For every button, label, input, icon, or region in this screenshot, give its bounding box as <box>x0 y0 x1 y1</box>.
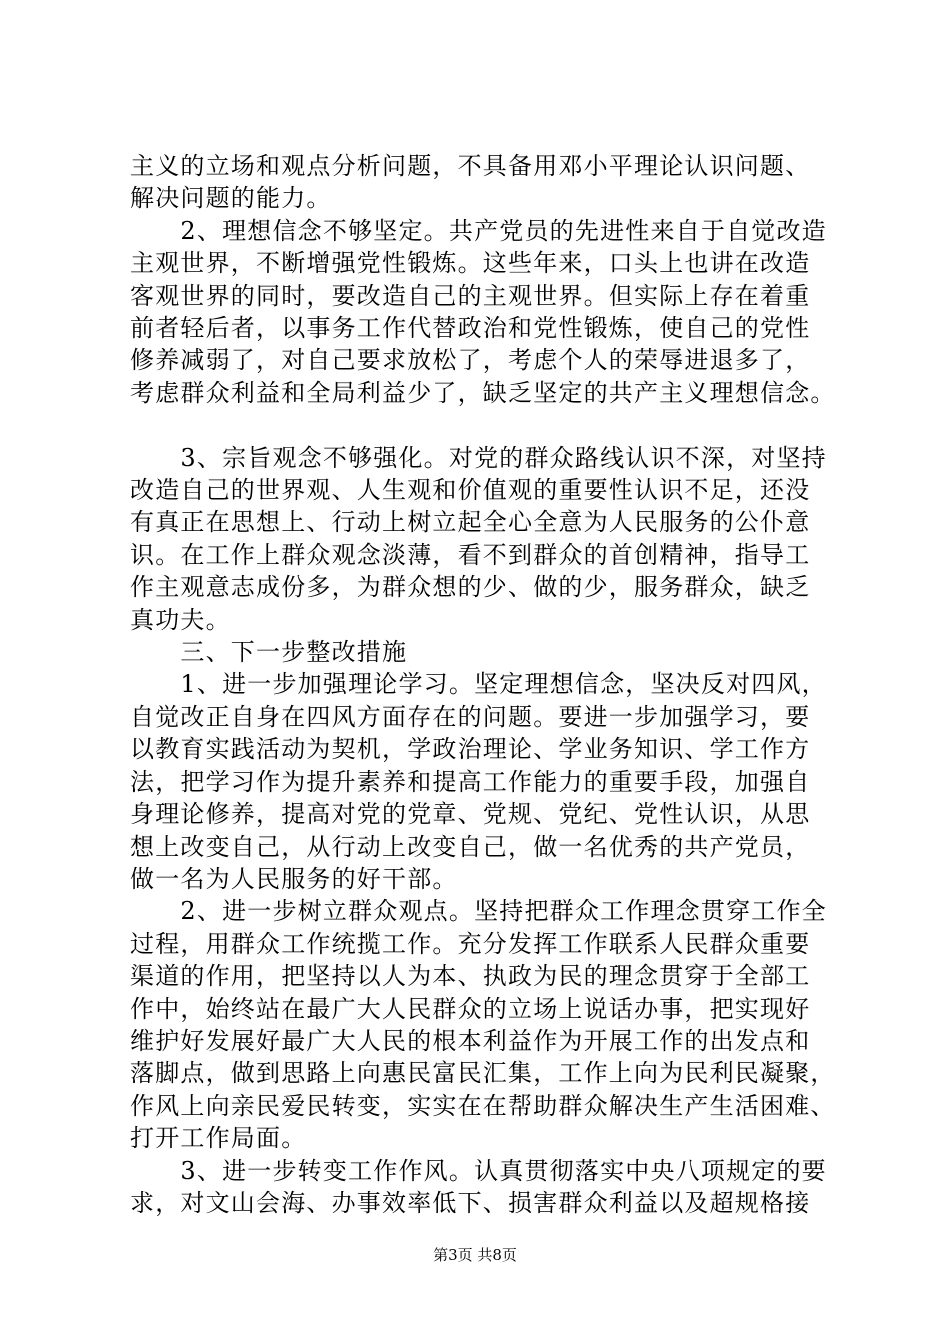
blank-line <box>130 409 830 441</box>
page-footer: 第3页 共8页 <box>433 1246 517 1264</box>
text-line: 做一名为人民服务的好干部。 <box>130 864 458 893</box>
text-line: 作风上向亲民爱民转变，实实在在帮助群众解决生产生活困难、 <box>130 1091 836 1120</box>
text-line: 过程，用群众工作统揽工作。充分发挥工作联系人民群众重要 <box>130 929 811 958</box>
text-line: 想上改变自己，从行动上改变自己，做一名优秀的共产党员， <box>130 832 811 861</box>
text-line: 识。在工作上群众观念淡薄，看不到群众的首创精神，指导工 <box>130 540 811 569</box>
text-line: 考虑群众利益和全局利益少了，缺乏坚定的共产主义理想信念。 <box>130 378 836 407</box>
text-line: 主义的立场和观点分析问题，不具备用邓小平理论认识问题、 <box>130 152 811 180</box>
text-line: 2、理想信念不够坚定。共产党员的先进性来自于自觉改造 <box>130 216 827 245</box>
text-line: 2、进一步树立群众观点。坚持把群众工作理念贯穿工作全 <box>130 897 827 926</box>
document-body <box>130 150 836 1219</box>
text-line: 落脚点，做到思路上向惠民富民汇集，工作上向为民利民凝聚， <box>130 1059 836 1088</box>
text-line: 维护好发展好最广大人民的根本利益作为开展工作的出发点和 <box>130 1026 811 1055</box>
text-line: 3、宗旨观念不够强化。对党的群众路线认识不深，对坚持 <box>130 443 827 472</box>
text-line: 三、下一步整改措施 <box>130 638 408 667</box>
text-line: 作中，始终站在最广大人民群众的立场上说话办事，把实现好 <box>130 994 811 1023</box>
text-line: 作主观意志成份多，为群众想的少、做的少，服务群众，缺乏 <box>130 573 811 602</box>
text-line: 有真正在思想上、行动上树立起全心全意为人民服务的公仆意 <box>130 508 811 537</box>
text-line: 真功夫。 <box>130 605 231 634</box>
text-line: 解决问题的能力。 <box>130 184 332 213</box>
text-line: 前者轻后者，以事务工作代替政治和党性锻炼，使自己的党性 <box>130 314 811 343</box>
text-line: 3、进一步转变工作作风。认真贯彻落实中央八项规定的要 <box>130 1156 827 1185</box>
text-line: 法，把学习作为提升素养和提高工作能力的重要手段，加强自 <box>130 767 811 796</box>
text-line: 以教育实践活动为契机，学政治理论、学业务知识、学工作方 <box>130 735 811 764</box>
text-line: 自觉改正自身在四风方面存在的问题。要进一步加强学习，要 <box>130 702 811 731</box>
text-line: 打开工作局面。 <box>130 1124 307 1153</box>
text-line: 改造自己的世界观、人生观和价值观的重要性认识不足，还没 <box>130 476 811 505</box>
text-line: 渠道的作用，把坚持以人为本、执政为民的理念贯穿于全部工 <box>130 962 811 991</box>
text-line: 求，对文山会海、办事效率低下、损害群众利益以及超规格接 <box>130 1188 811 1217</box>
text-line: 1、进一步加强理论学习。坚定理想信念，坚决反对四风， <box>130 670 827 699</box>
text-line: 修养减弱了，对自己要求放松了，考虑个人的荣辱进退多了， <box>130 346 811 375</box>
text-line: 主观世界，不断增强党性锻炼。这些年来，口头上也讲在改造 <box>130 249 811 278</box>
text-line: 客观世界的同时，要改造自己的主观世界。但实际上存在着重 <box>130 281 811 310</box>
text-line: 身理论修养，提高对党的党章、党规、党纪、党性认识，从思 <box>130 800 811 829</box>
